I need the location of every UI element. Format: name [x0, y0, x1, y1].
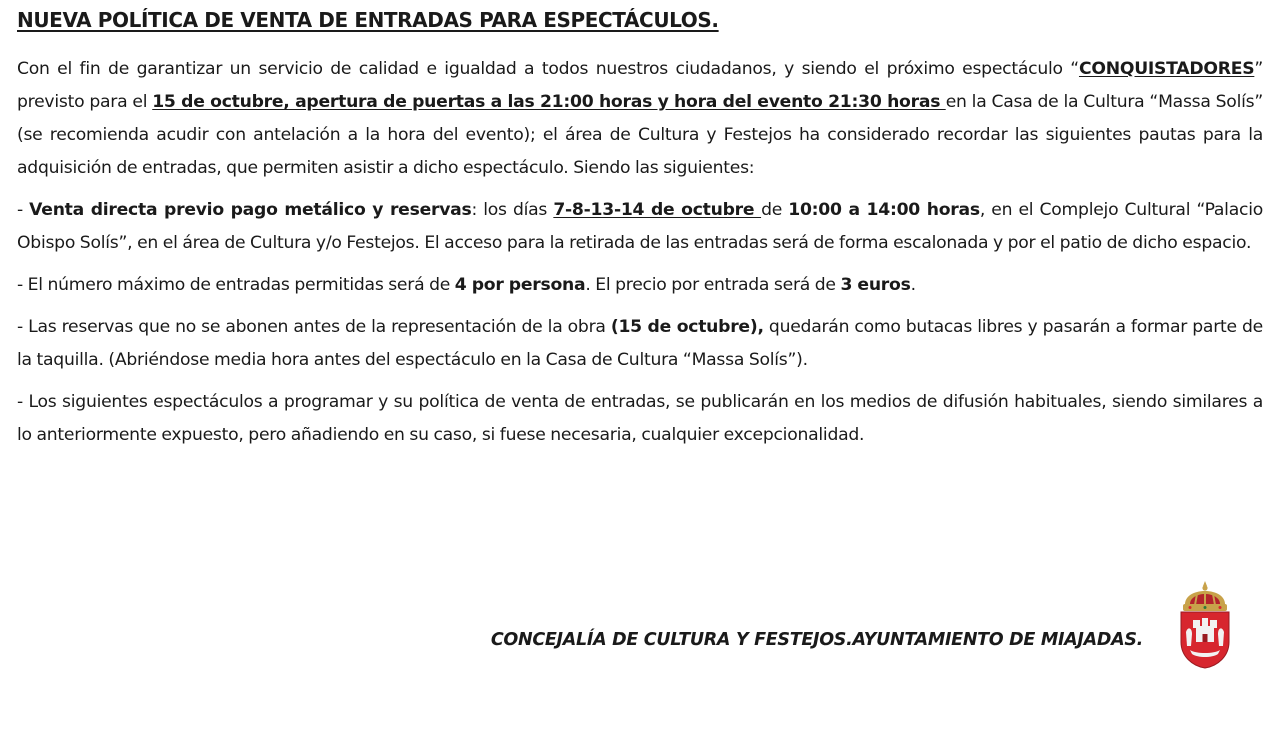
notice-body: [17, 53, 1263, 461]
limits-text-2: . El precio por entrada será de: [585, 275, 841, 295]
signature: CONCEJALÍA DE CULTURA Y FESTEJOS.AYUNTAMIENTO DE MIAJADAS.: [490, 630, 1143, 650]
reservations-paragraph: [17, 311, 1263, 377]
direct-sale-text: : los días: [471, 200, 554, 220]
reservations-text: - Las reservas que no se abonen antes de la representación de la obra: [17, 317, 611, 337]
direct-sale-text-2: de: [761, 200, 789, 220]
limits-text-3: .: [910, 275, 916, 295]
intro-text: Con el fin de garantizar un servicio de calidad e igualdad a todos nuestros ciudadanos, y siendo el próximo espectáculo “: [17, 59, 1079, 79]
event-date-info: 15 de octubre, apertura de puertas a las 21:00 horas y hora del evento 21:30 horas: [152, 92, 946, 112]
municipal-coat-of-arms-icon: [1176, 580, 1234, 670]
future-shows-paragraph: [17, 386, 1263, 452]
crown-icon: [1183, 581, 1227, 611]
shield-icon: [1181, 612, 1229, 668]
performance-date: (15 de octubre),: [610, 317, 764, 337]
direct-sale-heading: Venta directa previo pago metálico y reservas: [29, 200, 472, 220]
limits-paragraph: [17, 269, 1263, 302]
direct-sale-text-3: , en el Complejo Cultural “Palacio Obispo Solís”, en el área de Cultura y/o Festejos. El acceso para la retirada de las entradas será de forma escalonada y por el patio de dicho espacio.: [17, 200, 1263, 253]
intro-text-2: ” previsto para el: [17, 59, 1263, 112]
sale-hours: 10:00 a 14:00 horas: [788, 200, 980, 220]
future-shows-text: - Los siguientes espectáculos a programar y su política de venta de entradas, se publicarán en los medios de difusión habituales, siendo similares a lo anteriormente expuesto, pero añadiendo en su caso, si fuese necesaria, cualquier excepcionalidad.: [17, 392, 1263, 445]
sale-dates: 7-8-13-14 de octubre: [553, 200, 762, 220]
show-name: CONQUISTADORES: [1078, 59, 1255, 79]
bullet-dash: -: [17, 200, 30, 220]
page-title: NUEVA POLÍTICA DE VENTA DE ENTRADAS PARA ESPECTÁCULOS.: [17, 8, 719, 32]
ticket-price: 3 euros: [840, 275, 911, 295]
intro-paragraph: [17, 53, 1263, 185]
intro-text-3: en la Casa de la Cultura “Massa Solís” (se recomienda acudir con antelación a la hora del evento); el área de Cultura y Festejos ha considerado recordar las siguientes pautas para la adquisición de entradas, que permiten asistir a dicho espectáculo. Siendo las siguientes:: [17, 92, 1263, 178]
reservations-text-2: quedarán como butacas libres y pasarán a formar parte de la taquilla. (Abriéndose media hora antes del espectáculo en la Casa de Cultura “Massa Solís”).: [17, 317, 1263, 370]
max-tickets: 4 por persona: [454, 275, 586, 295]
direct-sale-paragraph: [17, 194, 1263, 260]
limits-text: - El número máximo de entradas permitidas será de: [17, 275, 455, 295]
